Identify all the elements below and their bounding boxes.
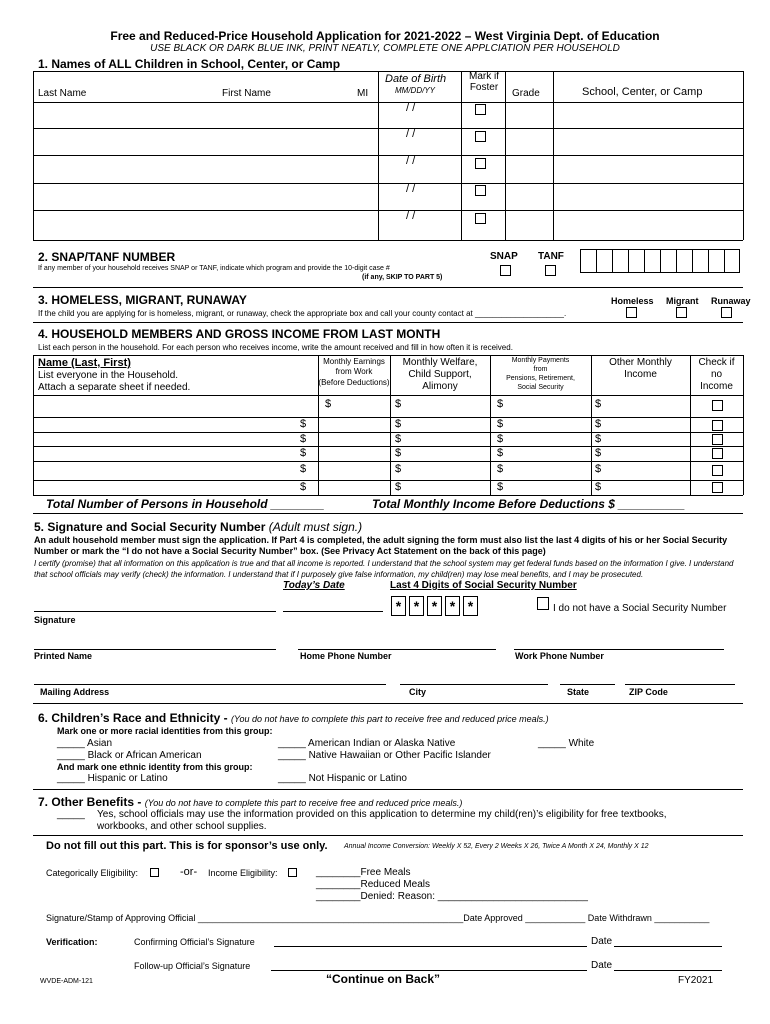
form-title: Free and Reduced-Price Household Application for 2021-2022 – West Virginia Dept. of Education (110, 29, 660, 43)
ssn-digit-5[interactable]: * (463, 596, 478, 616)
col-welfare-2: Child Support, (408, 369, 472, 380)
income-conversion: Annual Income Conversion: Weekly X 52, Every 2 Weeks X 26, Twice A Month X 24, Monthly X 12 (344, 843, 649, 850)
other-dollar-1[interactable]: $ (595, 398, 602, 410)
welfare-dollar-6[interactable]: $ (395, 481, 402, 493)
no-income-checkbox-3[interactable] (712, 434, 723, 445)
sponsor-title: Do not fill out this part. This is for sponsor’s use only. (46, 840, 328, 852)
other-dollar-6[interactable]: $ (595, 481, 602, 493)
race-american-indian[interactable]: _____ American Indian or Alaska Native (278, 738, 456, 749)
homeless-checkbox[interactable] (626, 307, 637, 318)
no-income-checkbox-6[interactable] (712, 482, 723, 493)
race-asian[interactable]: _____ Asian (57, 738, 113, 749)
welfare-dollar-1[interactable]: $ (395, 398, 402, 410)
foster-checkbox-4[interactable] (475, 185, 486, 196)
child-row-2-date[interactable]: / / (406, 128, 416, 140)
ssn-digit-4[interactable]: * (445, 596, 460, 616)
section4-title: 4. HOUSEHOLD MEMBERS AND GROSS INCOME FROM LAST MONTH (38, 327, 441, 341)
migrant-checkbox[interactable] (676, 307, 687, 318)
total-income[interactable]: Total Monthly Income Before Deductions $ __________ (372, 497, 685, 511)
col-other-2: Income (624, 369, 657, 380)
snap-label: SNAP (490, 251, 518, 262)
or-label: -or- (180, 866, 198, 878)
welfare-dollar-5[interactable]: $ (395, 463, 402, 475)
mailing-address-line[interactable] (34, 684, 386, 685)
section1-title: 1. Names of ALL Children in School, Center, or Camp (38, 57, 341, 71)
col-check-2: no (710, 369, 723, 380)
categorical-eligibility-label: Categorically Eligibility: (46, 868, 139, 878)
section5-title: 5. Signature and Social Security Number (Adult must sign.) (34, 520, 363, 534)
section6-title: 6. Children’s Race and Ethnicity - (You do not have to complete this part to receive free and reduced price meals.) (38, 711, 549, 725)
col-payments-3: Pensions, Retirement, (506, 375, 575, 382)
confirming-date-line[interactable] (614, 946, 722, 947)
race-white[interactable]: _____ White (538, 738, 595, 749)
runaway-checkbox[interactable] (721, 307, 732, 318)
col-other-1: Other Monthly (609, 357, 672, 368)
child-row-3-date[interactable]: / / (406, 155, 416, 167)
income-eligibility-checkbox[interactable] (288, 868, 297, 877)
col-payments-4: Social Security (517, 384, 564, 391)
home-phone-line[interactable] (298, 649, 496, 650)
section3-title: 3. HOMELESS, MIGRANT, RUNAWAY (38, 293, 247, 307)
other-dollar-4[interactable]: $ (595, 447, 602, 459)
col-household-name: Name (Last, First) (38, 357, 131, 369)
section2-text2: (if any, SKIP TO PART 5) (362, 274, 443, 281)
state-label: State (567, 687, 590, 697)
confirming-signature-line[interactable] (274, 946, 587, 947)
household-instr-1: List everyone in the Household. (38, 370, 179, 381)
total-persons[interactable]: Total Number of Persons in Household ________ (46, 497, 325, 511)
other-benefits-blank[interactable]: _____ (57, 809, 85, 820)
foster-checkbox-5[interactable] (475, 213, 486, 224)
section5-instructions: An adult household member must sign the application. If Part 4 is completed, the adult signing the form must also list the last 4 digits of his or her Social Security Number or mark the “I do not have a Social Security Number” box. (See Privacy Act Statement on the back of this page) (34, 535, 728, 556)
col-grade: Grade (512, 88, 540, 99)
race-native-hawaiian[interactable]: _____ Native Hawaiian or Other Pacific Islander (278, 750, 491, 761)
ssn-digit-1[interactable]: * (391, 596, 406, 616)
section2-title: 2. SNAP/TANF NUMBER (38, 250, 176, 264)
income-eligibility-label: Income Eligibility: (208, 868, 278, 878)
col-dob-format: MM/DD/YY (395, 86, 435, 95)
work-phone-line[interactable] (514, 649, 724, 650)
work-phone-label: Work Phone Number (515, 651, 604, 661)
snap-checkbox[interactable] (500, 265, 511, 276)
ethnicity-not-hispanic[interactable]: _____ Not Hispanic or Latino (278, 773, 407, 784)
col-welfare-1: Monthly Welfare, (402, 357, 478, 368)
payments-dollar-5[interactable]: $ (497, 463, 504, 475)
col-mi: MI (357, 88, 369, 99)
section7-title: 7. Other Benefits - (You do not have to complete this part to receive free and reduced price meals.) (38, 795, 463, 809)
race-black[interactable]: _____ Black or African American (57, 750, 202, 761)
reduced-meals[interactable]: ________Reduced Meals (316, 879, 430, 890)
form-id: WVDE-ADM-121 (40, 978, 93, 985)
earnings-dollar-3[interactable]: $ (300, 433, 307, 445)
col-last-name: Last Name (38, 88, 87, 99)
foster-checkbox-2[interactable] (475, 131, 486, 142)
fiscal-year: FY2021 (678, 975, 714, 986)
payments-dollar-2[interactable]: $ (497, 418, 504, 430)
no-income-checkbox-2[interactable] (712, 420, 723, 431)
child-row-1-date[interactable]: / / (406, 102, 416, 114)
earnings-dollar-4[interactable]: $ (300, 447, 307, 459)
other-benefits-text-2: workbooks, and other school supplies. (97, 821, 267, 832)
col-earnings-2: from Work (335, 367, 373, 376)
other-dollar-3[interactable]: $ (595, 433, 602, 445)
last4-ssn-label: Last 4 Digits of Social Security Number (390, 580, 577, 591)
zip-line[interactable] (625, 684, 735, 685)
followup-signature-line[interactable] (271, 970, 587, 971)
homeless-label: Homeless (611, 296, 654, 306)
followup-date-label: Date (591, 960, 613, 971)
col-welfare-3: Alimony (422, 381, 458, 392)
zip-label: ZIP Code (629, 687, 668, 697)
child-row-4-date[interactable]: / / (406, 183, 416, 195)
welfare-dollar-3[interactable]: $ (395, 433, 402, 445)
mailing-address-label: Mailing Address (40, 687, 110, 697)
form-subtitle: USE BLACK OR DARK BLUE INK, PRINT NEATLY, COMPLETE ONE APPLCIATION PER HOUSEHOLD (150, 43, 620, 54)
tanf-label: TANF (538, 251, 564, 262)
city-label: City (409, 687, 427, 697)
no-ssn-checkbox[interactable] (537, 597, 549, 610)
home-phone-label: Home Phone Number (300, 651, 392, 661)
verification-label: Verification: (46, 937, 98, 947)
col-school: School, Center, or Camp (582, 86, 703, 98)
welfare-dollar-2[interactable]: $ (395, 418, 402, 430)
certification-text: I certify (promise) that all information on this application is true and that all income is reported. I understand that the school system may get federal funds based on the information I give. I understand that school officials may verify (check) the information. I understand that if I purposely give false information, my child(ren) may lose meal benefits, and I may be prosecuted. (34, 559, 734, 579)
signature-line[interactable] (34, 611, 276, 612)
child-row-5-date[interactable]: / / (406, 210, 416, 222)
ssn-digit-3[interactable]: * (427, 596, 442, 616)
welfare-dollar-4[interactable]: $ (395, 447, 402, 459)
approving-official-line[interactable]: Signature/Stamp of Approving Official _____________________________________________________Date Approved ____________ Date Withdrawn ___________ (46, 913, 710, 923)
no-income-checkbox-1[interactable] (712, 400, 723, 411)
section4-subtitle: List each person in the household. For each person who receives income, write the amount received and fill in how often it is received. (38, 343, 513, 352)
ethnicity-instruction: And mark one ethnic identity from this group: (57, 762, 253, 772)
categorical-eligibility-checkbox[interactable] (150, 868, 159, 877)
free-meals[interactable]: ________Free Meals (316, 867, 411, 878)
ethnicity-hispanic[interactable]: _____ Hispanic or Latino (57, 773, 168, 784)
col-first-name: First Name (222, 88, 271, 99)
todays-date-line[interactable] (283, 611, 383, 612)
city-line[interactable] (400, 684, 548, 685)
col-check-1: Check if (698, 357, 735, 368)
race-instruction: Mark one or more racial identities from this group: (57, 726, 273, 736)
col-earnings-3: (Before Deductions) (318, 378, 390, 387)
col-date-of-birth: Date of Birth (385, 73, 447, 85)
printed-name-line[interactable] (34, 649, 276, 650)
payments-dollar-4[interactable]: $ (497, 447, 504, 459)
payments-dollar-3[interactable]: $ (497, 433, 504, 445)
other-dollar-2[interactable]: $ (595, 418, 602, 430)
runaway-label: Runaway (711, 296, 751, 306)
payments-dollar-6[interactable]: $ (497, 481, 504, 493)
denied-reason[interactable]: ________Denied: Reason: ___________________________ (316, 891, 588, 902)
migrant-label: Migrant (666, 296, 699, 306)
other-dollar-5[interactable]: $ (595, 463, 602, 475)
household-instr-2: Attach a separate sheet if needed. (38, 382, 191, 393)
earnings-dollar-5[interactable]: $ (300, 463, 307, 475)
confirming-date-label: Date (591, 936, 613, 947)
confirming-official-label: Confirming Official’s Signature (134, 937, 255, 947)
no-ssn-label: I do not have a Social Security Number (553, 603, 727, 614)
col-payments-2: from (533, 366, 548, 373)
printed-name-label: Printed Name (34, 651, 93, 661)
todays-date-label: Today’s Date (283, 580, 345, 591)
earnings-dollar-6[interactable]: $ (300, 481, 307, 493)
no-income-checkbox-4[interactable] (712, 448, 723, 459)
col-mark-if-foster: Mark if Foster (469, 71, 499, 93)
signature-label: Signature (34, 615, 76, 625)
tanf-checkbox[interactable] (545, 265, 556, 276)
ssn-digit-2[interactable]: * (409, 596, 424, 616)
earnings-dollar-1[interactable]: $ (325, 398, 332, 410)
other-benefits-text-1: Yes, school officials may use the information provided on this application to determine my child(ren)’s eligibility for free textbooks, (97, 809, 667, 820)
continue-on-back: “Continue on Back” (326, 972, 441, 986)
state-line[interactable] (560, 684, 615, 685)
col-payments-1: Monthly Payments (511, 357, 570, 364)
no-income-checkbox-5[interactable] (712, 465, 723, 476)
foster-checkbox-3[interactable] (475, 158, 486, 169)
followup-official-label: Follow-up Official’s Signature (134, 961, 251, 971)
col-check-3: Income (700, 381, 733, 392)
payments-dollar-1[interactable]: $ (497, 398, 504, 410)
followup-date-line[interactable] (614, 970, 722, 971)
section2-text: If any member of your household receives SNAP or TANF, indicate which program and provide the 10-digit case # (38, 265, 390, 272)
foster-checkbox-1[interactable] (475, 104, 486, 115)
earnings-dollar-2[interactable]: $ (300, 418, 307, 430)
col-earnings-1: Monthly Earnings (323, 357, 385, 366)
section3-text: If the child you are applying for is homeless, migrant, or runaway, check the appropriate box and call your county contact at ____________________. (38, 309, 567, 318)
